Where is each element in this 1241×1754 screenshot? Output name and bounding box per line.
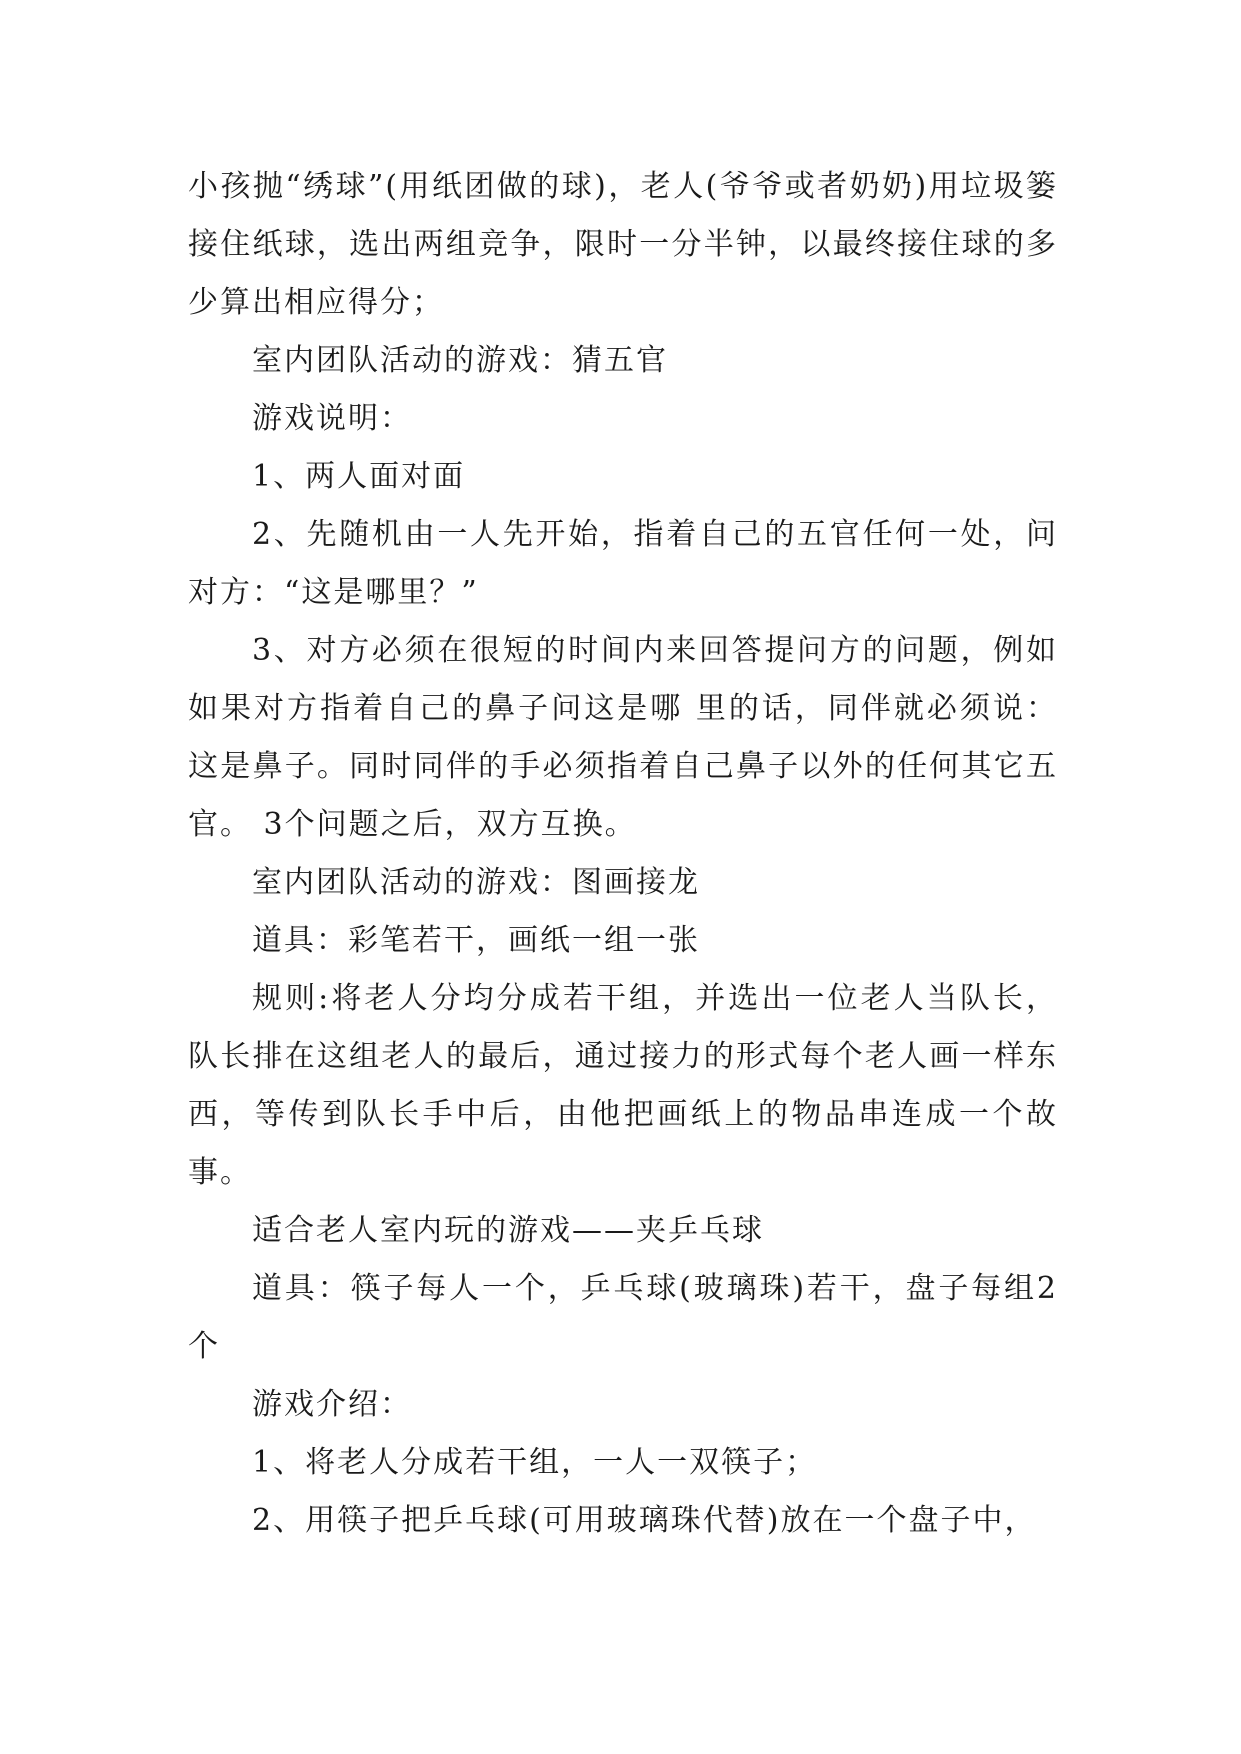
list-item: 1、两人面对面 [252,459,466,494]
section-heading: 适合老人室内玩的游戏——夹乒乓球 [252,1213,764,1248]
section-heading: 室内团队活动的游戏：图画接龙 [252,865,700,900]
paragraph: 道具：彩笔若干，画纸一组一张 [252,923,700,958]
paragraph: 规则:将老人分均分成若干组，并选出一位老人当队长，队长排在这组老人的最后，通过接力的形式每个老人画一样东西，等传到队长手中后，由他把画纸上的物品串连成一个故事。 [188,981,1058,1190]
paragraph: 游戏介绍： [252,1387,412,1422]
document-body [188,158,1058,1550]
list-item: 2、先随机由一人先开始，指着自己的五官任何一处，问对方：“这是哪里？” [188,517,1058,610]
paragraph: 游戏说明： [252,401,412,436]
section-heading: 室内团队活动的游戏：猜五官 [252,343,668,378]
list-item: 2、用筷子把乒乓球(可用玻璃珠代替)放在一个盘子中， [252,1503,1037,1538]
paragraph: 小孩抛“绣球”(用纸团做的球)，老人(爷爷或者奶奶)用垃圾篓接住纸球，选出两组竞争，限时一分半钟，以最终接住球的多少算出相应得分； [188,169,1058,320]
list-item: 1、将老人分成若干组，一人一双筷子； [252,1445,818,1480]
list-item: 3、对方必须在很短的时间内来回答提问方的问题，例如如果对方指着自己的鼻子问这是哪 里的话，同伴就必须说：这是鼻子。同时同伴的手必须指着自己鼻子以外的任何其它五官。 3个问题之后，双方互换。 [188,633,1058,842]
paragraph: 道具：筷子每人一个，乒乓球(玻璃珠)若干，盘子每组2个 [188,1271,1058,1364]
